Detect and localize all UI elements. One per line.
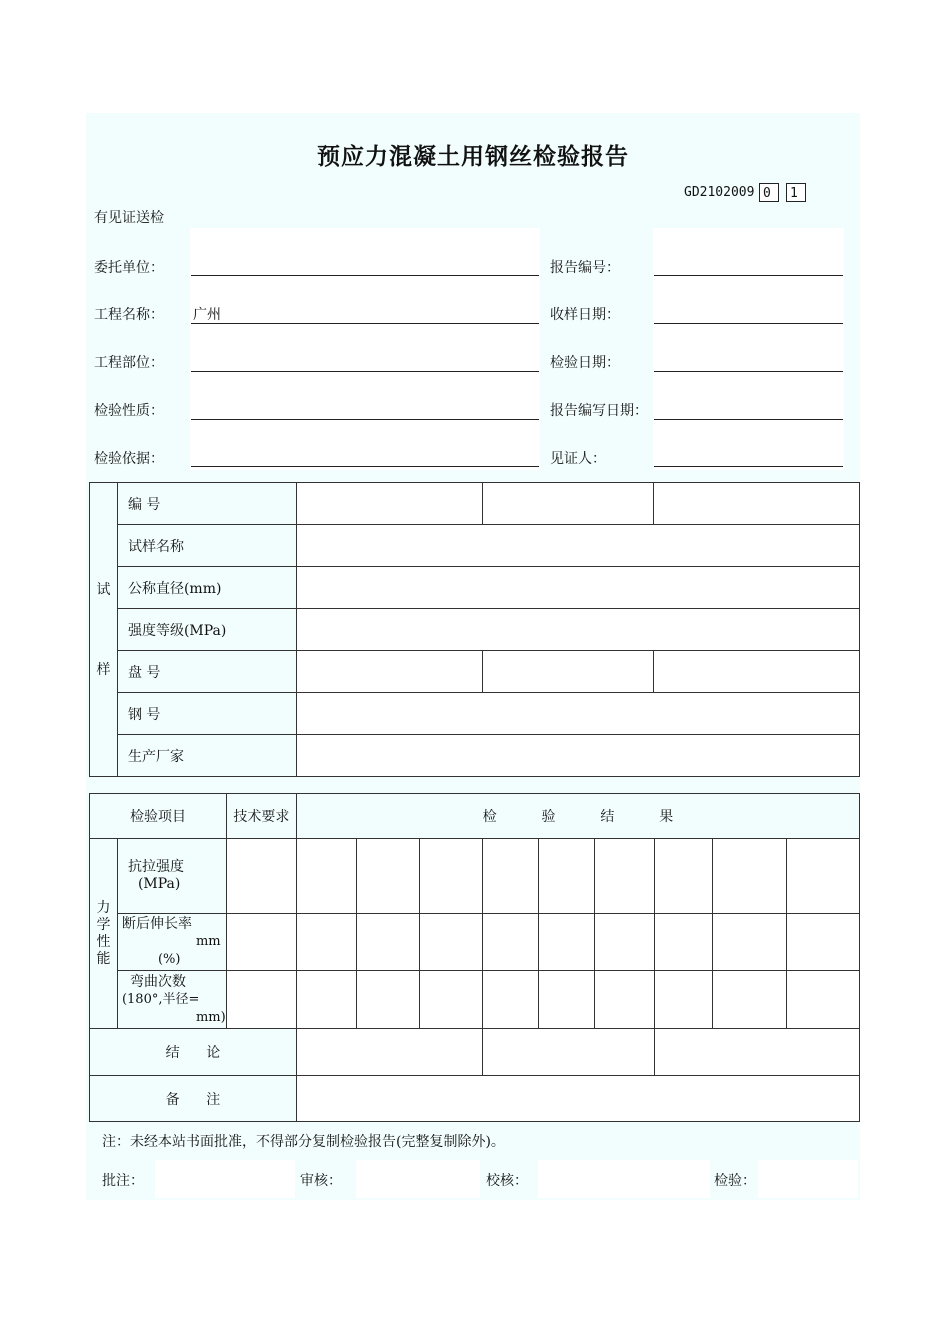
approval-label: 批注： — [102, 1173, 144, 1189]
bend-result-5[interactable] — [539, 971, 595, 1029]
tensile-result-9[interactable] — [787, 839, 860, 914]
tensile-result-1[interactable] — [296, 839, 356, 914]
tensile-req-cell[interactable] — [226, 839, 296, 914]
review-label: 审核： — [300, 1173, 342, 1189]
test-item-header: 检验项目 — [90, 794, 227, 839]
sample-row-coil — [90, 651, 860, 693]
coil-number-cell-2[interactable] — [482, 651, 654, 693]
bend-result-3[interactable] — [419, 971, 482, 1029]
sample-row-grade — [90, 609, 860, 651]
elongation-result-8[interactable] — [713, 914, 787, 971]
copy-note: 注：未经本站书面批准，不得部分复制检验报告(完整复制除外)。 — [102, 1134, 505, 1150]
elongation-result-6[interactable] — [595, 914, 655, 971]
bend-count-radius: (180°,半径= — [121, 991, 200, 1007]
receive-date-label: 收样日期： — [550, 307, 620, 323]
report-write-date-underline — [654, 419, 843, 420]
bend-result-9[interactable] — [787, 971, 860, 1029]
bend-result-6[interactable] — [595, 971, 655, 1029]
left-input-area — [190, 228, 540, 470]
sample-row-diameter — [90, 567, 860, 609]
witness-person-underline — [654, 466, 843, 467]
form-code-box-1[interactable]: 0 — [759, 183, 779, 202]
sample-side-char-2: 样 — [96, 661, 111, 678]
elongation-result-5[interactable] — [539, 914, 595, 971]
bend-result-4[interactable] — [482, 971, 539, 1029]
test-date-label: 检验日期： — [550, 355, 620, 371]
project-name-underline — [191, 323, 539, 324]
sample-table — [89, 482, 860, 777]
check-field[interactable] — [538, 1160, 710, 1198]
tensile-strength-label — [117, 839, 226, 914]
test-date-underline — [654, 371, 843, 372]
inspect-label: 检验： — [714, 1173, 756, 1189]
project-name-label: 工程名称： — [94, 307, 164, 323]
bend-count-label — [117, 971, 226, 1029]
tensile-result-8[interactable] — [713, 839, 787, 914]
tensile-result-3[interactable] — [419, 839, 482, 914]
bend-req-cell[interactable] — [226, 971, 296, 1029]
test-table — [89, 793, 860, 1122]
review-field[interactable] — [356, 1160, 480, 1198]
conclusion-row — [90, 1029, 860, 1076]
sample-number-cell-1[interactable] — [296, 483, 482, 525]
sample-name-cell[interactable] — [296, 525, 859, 567]
remark-cell[interactable] — [296, 1076, 859, 1122]
elongation-result-7[interactable] — [655, 914, 713, 971]
elongation-result-4[interactable] — [482, 914, 539, 971]
elongation-result-2[interactable] — [356, 914, 419, 971]
sample-side-char-1: 试 — [96, 581, 111, 598]
nominal-diameter-cell[interactable] — [296, 567, 859, 609]
receive-date-underline — [654, 323, 843, 324]
inspect-field[interactable] — [758, 1160, 858, 1198]
bend-count-unit: mm) — [195, 1009, 226, 1025]
bend-result-7[interactable] — [655, 971, 713, 1029]
bend-count-text: 弯曲次数 — [129, 973, 186, 990]
conclusion-cell-3[interactable] — [655, 1029, 860, 1076]
approval-field[interactable] — [155, 1160, 295, 1198]
strength-grade-cell[interactable] — [296, 609, 859, 651]
bend-result-2[interactable] — [356, 971, 419, 1029]
sample-row-manufacturer — [90, 735, 860, 777]
mechanical-side-text: 力学性能 — [96, 899, 111, 967]
tensile-strength-text: 抗拉强度 — [127, 859, 184, 875]
form-code: GD2102009 — [684, 185, 755, 200]
sample-number-label: 编 号 — [117, 483, 296, 525]
manufacturer-label: 生产厂家 — [117, 735, 296, 777]
elongation-result-3[interactable] — [419, 914, 482, 971]
nominal-diameter-label: 公称直径(mm) — [117, 567, 296, 609]
report-number-label: 报告编号： — [550, 260, 620, 276]
remark-label: 备 注 — [90, 1076, 297, 1122]
steel-number-cell[interactable] — [296, 693, 859, 735]
strength-grade-label: 强度等级(MPa) — [117, 609, 296, 651]
project-part-underline — [191, 371, 539, 372]
elongation-row — [90, 914, 860, 971]
elongation-mm: mm — [195, 934, 221, 949]
elongation-text: 断后伸长率 — [121, 916, 192, 932]
test-basis-label: 检验依据： — [94, 451, 164, 467]
project-part-label: 工程部位： — [94, 355, 164, 371]
tensile-strength-row — [90, 839, 860, 914]
test-basis-underline — [191, 466, 539, 467]
test-nature-underline — [191, 419, 539, 420]
report-title: 预应力混凝土用钢丝检验报告 — [317, 144, 629, 170]
mechanical-side-label — [90, 839, 118, 1029]
test-result-header: 检 验 结 果 — [296, 794, 859, 839]
coil-number-label: 盘 号 — [117, 651, 296, 693]
elongation-label — [117, 914, 226, 971]
sample-number-cell-2[interactable] — [482, 483, 654, 525]
elongation-result-1[interactable] — [296, 914, 356, 971]
sample-row-name — [90, 525, 860, 567]
report-number-underline — [654, 275, 843, 276]
sample-number-cell-3[interactable] — [654, 483, 860, 525]
client-unit-label: 委托单位： — [94, 260, 164, 276]
sample-row-number — [90, 483, 860, 525]
report-write-date-label: 报告编写日期： — [550, 403, 648, 419]
remark-row — [90, 1076, 860, 1122]
client-unit-underline — [191, 275, 539, 276]
conclusion-label: 结 论 — [90, 1029, 297, 1076]
bend-result-8[interactable] — [713, 971, 787, 1029]
sample-row-steel — [90, 693, 860, 735]
form-code-box-2[interactable]: 1 — [786, 183, 806, 202]
elongation-req-cell[interactable] — [226, 914, 296, 971]
test-nature-label: 检验性质： — [94, 403, 164, 419]
tech-requirement-header: 技术要求 — [226, 794, 296, 839]
bend-result-1[interactable] — [296, 971, 356, 1029]
tensile-strength-unit: (MPa) — [137, 876, 181, 892]
right-input-area — [653, 228, 844, 470]
elongation-unit: (%) — [157, 952, 181, 967]
check-label: 校核： — [486, 1173, 528, 1189]
sample-side-label — [90, 483, 118, 777]
tensile-result-7[interactable] — [655, 839, 713, 914]
witness-label: 有见证送检 — [94, 210, 164, 226]
tensile-result-4[interactable] — [482, 839, 539, 914]
witness-person-label: 见证人： — [550, 451, 606, 467]
elongation-result-9[interactable] — [787, 914, 860, 971]
bend-count-row — [90, 971, 860, 1029]
steel-number-label: 钢 号 — [117, 693, 296, 735]
sample-name-label: 试样名称 — [117, 525, 296, 567]
tensile-result-6[interactable] — [595, 839, 655, 914]
coil-number-cell-1[interactable] — [296, 651, 482, 693]
manufacturer-cell[interactable] — [296, 735, 859, 777]
conclusion-cell-2[interactable] — [482, 1029, 655, 1076]
tensile-result-2[interactable] — [356, 839, 419, 914]
coil-number-cell-3[interactable] — [654, 651, 860, 693]
conclusion-cell-1[interactable] — [296, 1029, 482, 1076]
project-name-field[interactable]: 广州 — [193, 307, 221, 323]
tensile-result-5[interactable] — [539, 839, 595, 914]
test-header-row — [90, 794, 860, 839]
